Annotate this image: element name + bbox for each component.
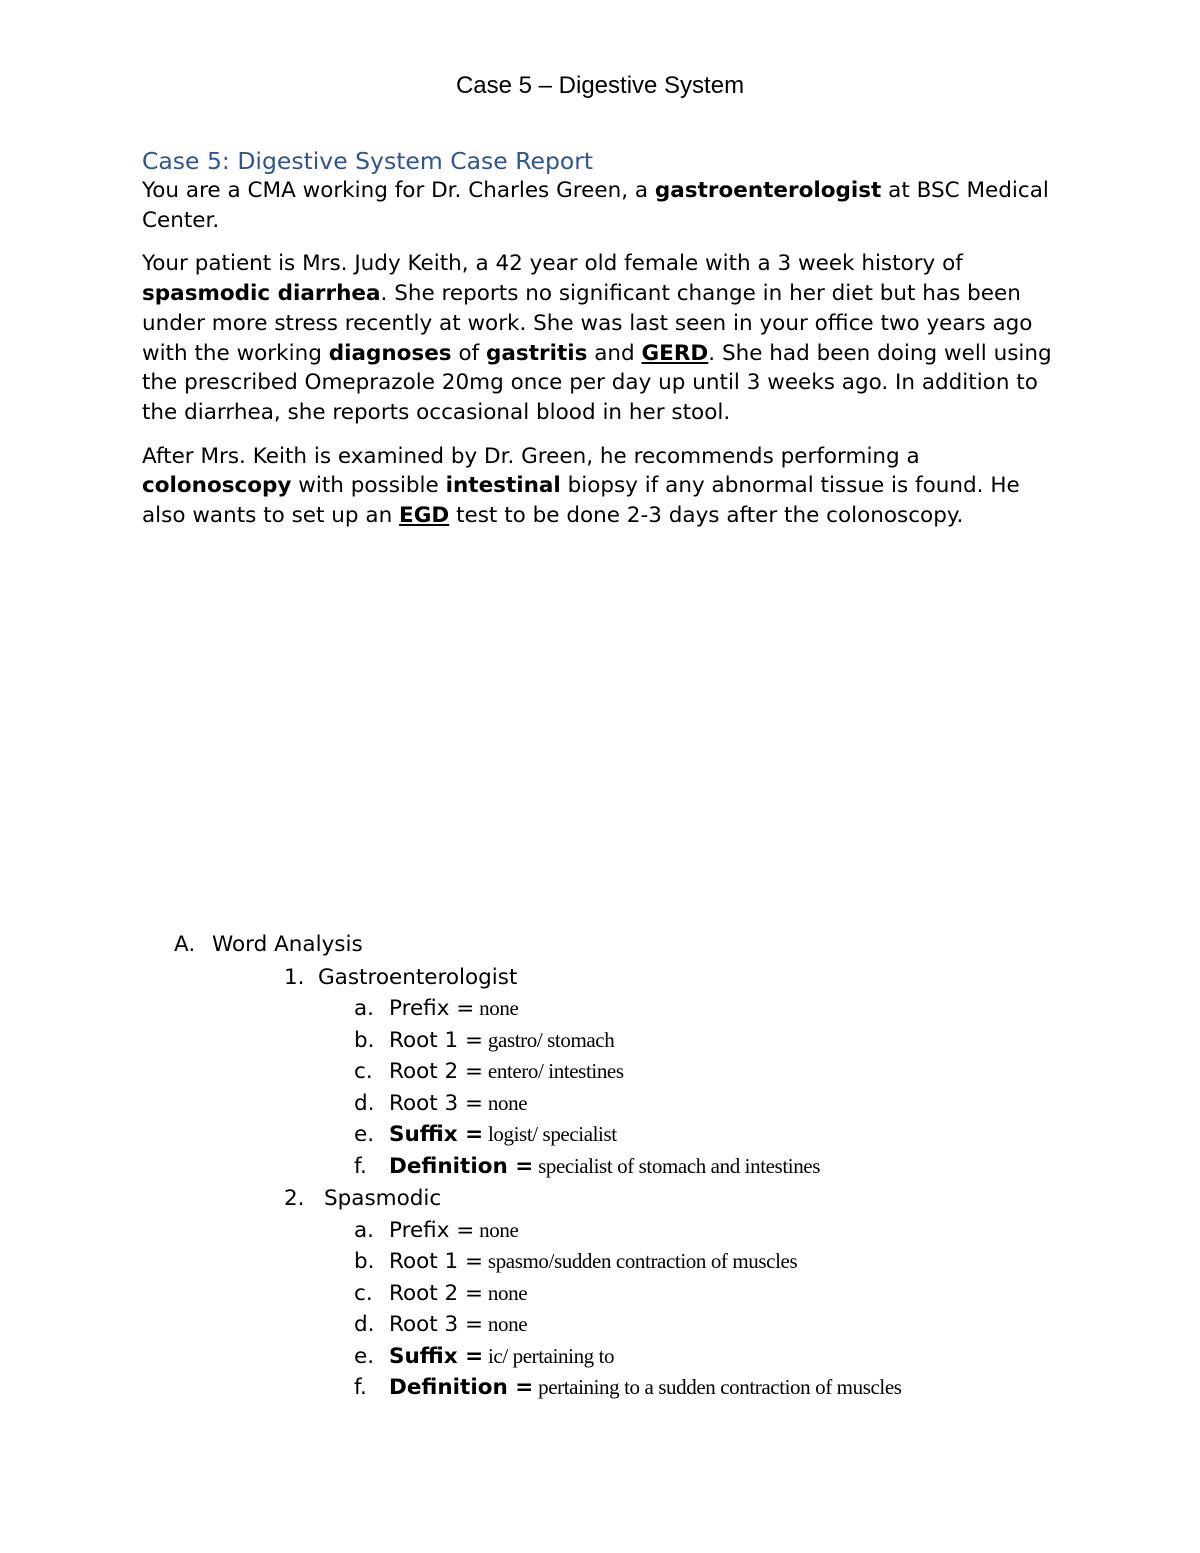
- patient-paragraph: Your patient is Mrs. Judy Keith, a 42 year old female with a 3 week history of spasmodic diarrhea. She reports no significant change in her diet but has been under more stress recently at work. She was last seen in your office two years ago with the working diagnoses of gastritis and GERD. She had been doing well using the prescribed Omeprazole 20mg once per day up until 3 weeks ago. In addition to the diarrhea, she reports occasional blood in her stool.: [142, 251, 1052, 425]
- term-gastroenterologist: gastroenterologist: [654, 178, 882, 203]
- document-title: Case 5: Digestive System Case Report: [142, 147, 594, 175]
- word-term: Spasmodic: [324, 1186, 442, 1211]
- word-item-gastroenterologist: 1. Gastroenterologist: [284, 965, 518, 990]
- intro-paragraph: You are a CMA working for Dr. Charles Green, a gastroenterologist at BSC Medical Center.: [142, 178, 1049, 233]
- analysis-row: e. Suffix = logist/ specialist: [354, 1122, 617, 1147]
- word-term: Gastroenterologist: [318, 965, 518, 990]
- analysis-row: f. Definition = specialist of stomach and intestines: [354, 1154, 820, 1179]
- outline-marker: A.: [174, 932, 196, 957]
- analysis-row: d. Root 3 = none: [354, 1312, 528, 1337]
- analysis-row: a. Prefix = none: [354, 1218, 519, 1243]
- page-header: Case 5 – Digestive System: [455, 72, 745, 99]
- exam-paragraph: After Mrs. Keith is examined by Dr. Green, he recommends performing a colonoscopy with possible intestinal biopsy if any abnormal tissue is found. He also wants to set up an EGD test to be done 2-3 days after the colonoscopy.: [142, 443, 1020, 529]
- analysis-row: b. Root 1 = gastro/ stomach: [354, 1028, 615, 1053]
- term-gerd: GERD: [641, 340, 709, 366]
- analysis-row: d. Root 3 = none: [354, 1091, 528, 1116]
- document-body: [142, 146, 1062, 545]
- outline-heading: [174, 929, 363, 960]
- analysis-row: b. Root 1 = spasmo/sudden contraction of muscles: [354, 1249, 798, 1274]
- term-gastritis: gastritis: [486, 340, 588, 366]
- term-colonoscopy: colonoscopy: [142, 473, 292, 499]
- analysis-row: a. Prefix = none: [354, 996, 519, 1021]
- analysis-row: c. Root 2 = none: [354, 1281, 528, 1306]
- analysis-row: c. Root 2 = entero/ intestines: [354, 1059, 624, 1084]
- term-spasmodic-diarrhea: spasmodic diarrhea: [142, 281, 381, 307]
- outline-label: Word Analysis: [212, 932, 363, 957]
- term-diagnoses: diagnoses: [328, 340, 452, 366]
- analysis-row: e. Suffix = ic/ pertaining to: [354, 1344, 615, 1369]
- term-egd: EGD: [399, 503, 450, 529]
- analysis-row: f. Definition = pertaining to a sudden contraction of muscles: [354, 1375, 902, 1400]
- term-intestinal: intestinal: [445, 473, 561, 499]
- word-item-spasmodic: 2. Spasmodic: [284, 1186, 442, 1211]
